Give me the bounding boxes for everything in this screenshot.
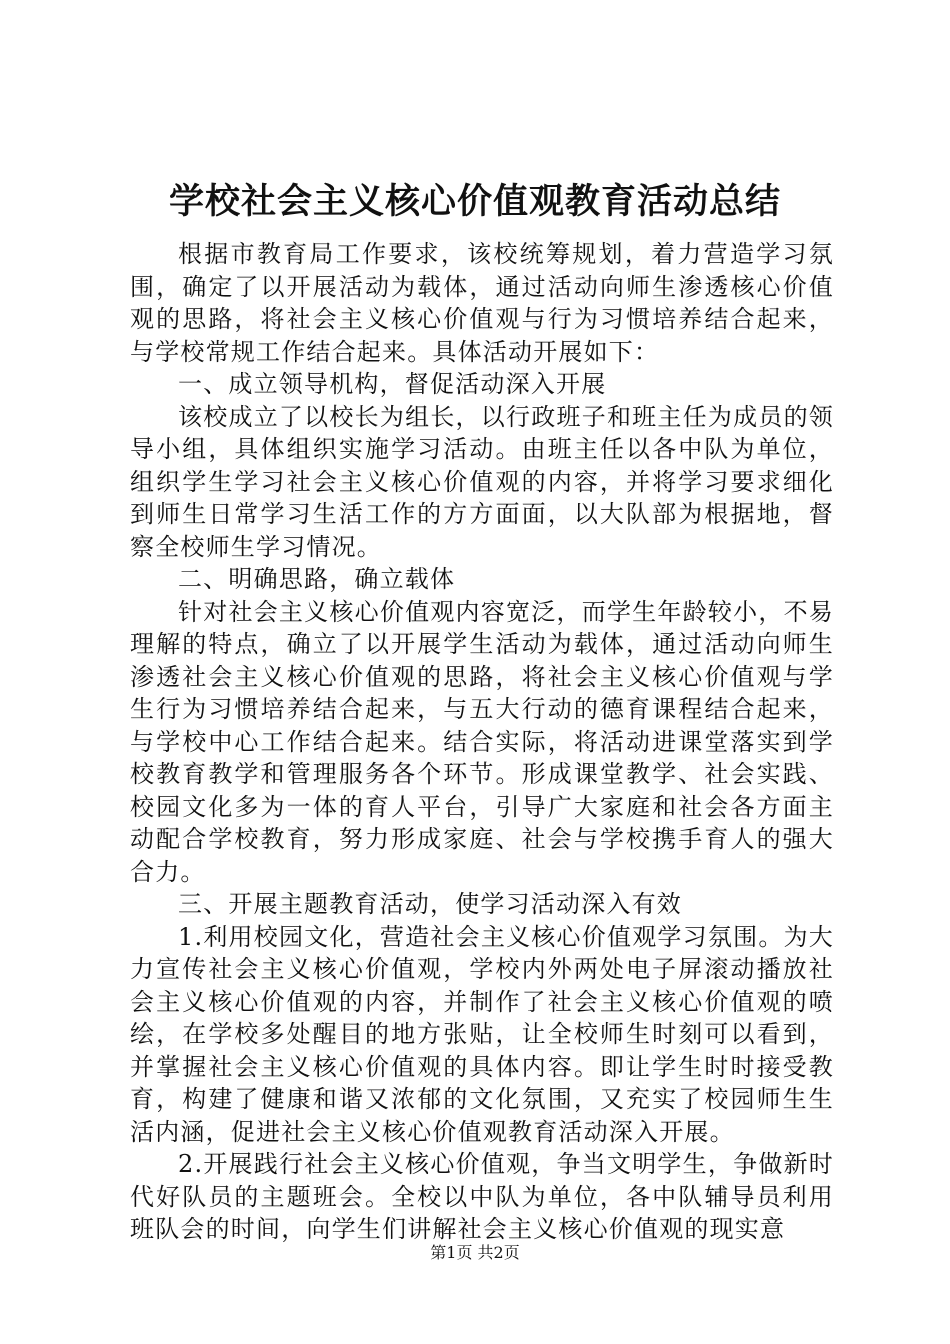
page-footer: 第1页 共2页 <box>430 1243 520 1262</box>
paragraph-intro: 根据市教育局工作要求，该校统筹规划，着力营造学习氛围，确定了以开展活动为载体，通过活动向师生渗透核心价值观的思路，将社会主义核心价值观与行为习惯培养结合起来，与学校常规工作结合起来。具体活动开展如下： <box>130 240 834 366</box>
paragraph-section-2: 针对社会主义核心价值观内容宽泛，而学生年龄较小，不易理解的特点，确立了以开展学生活动为载体，通过活动向师生渗透社会主义核心价值观的思路，将社会主义核心价值观与学生行为习惯培养结合起来，与五大行动的德育课程结合起来，与学校中心工作结合起来。结合实际，将活动进课堂落实到学校教育教学和管理服务各个环节。形成课堂教学、社会实践、校园文化多为一体的育人平台，引导广大家庭和社会各方面主动配合学校教育，努力形成家庭、社会与学校携手育人的强大合力。 <box>130 597 834 886</box>
paragraph-item-1: 1.利用校园文化，营造社会主义核心价值观学习氛围。为大力宣传社会主义核心价值观，学校内外两处电子屏滚动播放社会主义核心价值观的内容，并制作了社会主义核心价值观的喷绘，在学校多处醒目的地方张贴，让全校师生时刻可以看到，并掌握社会主义核心价值观的具体内容。即让学生时时接受教育，构建了健康和谐又浓郁的文化氛围，又充实了校园师生生活内涵，促进社会主义核心价值观教育活动深入开展。 <box>130 922 834 1146</box>
section-heading-3: 三、开展主题教育活动，使学习活动深入有效 <box>178 890 682 918</box>
paragraph-section-1: 该校成立了以校长为组长，以行政班子和班主任为成员的领导小组，具体组织实施学习活动。由班主任以各中队为单位，组织学生学习社会主义核心价值观的内容，并将学习要求细化到师生日常学习生活工作的方方面面，以大队部为根据地，督察全校师生学习情况。 <box>130 402 834 561</box>
section-heading-1: 一、成立领导机构，督促活动深入开展 <box>178 370 607 398</box>
section-heading-2: 二、明确思路，确立载体 <box>178 565 456 593</box>
paragraph-item-2: 2.开展践行社会主义核心价值观，争当文明学生，争做新时代好队员的主题班会。全校以中队为单位，各中队辅导员利用班队会的时间，向学生们讲解社会主义核心价值观的现实意 <box>130 1150 834 1243</box>
document-body <box>130 238 834 1246</box>
document-title: 学校社会主义核心价值观教育活动总结 <box>168 182 781 222</box>
